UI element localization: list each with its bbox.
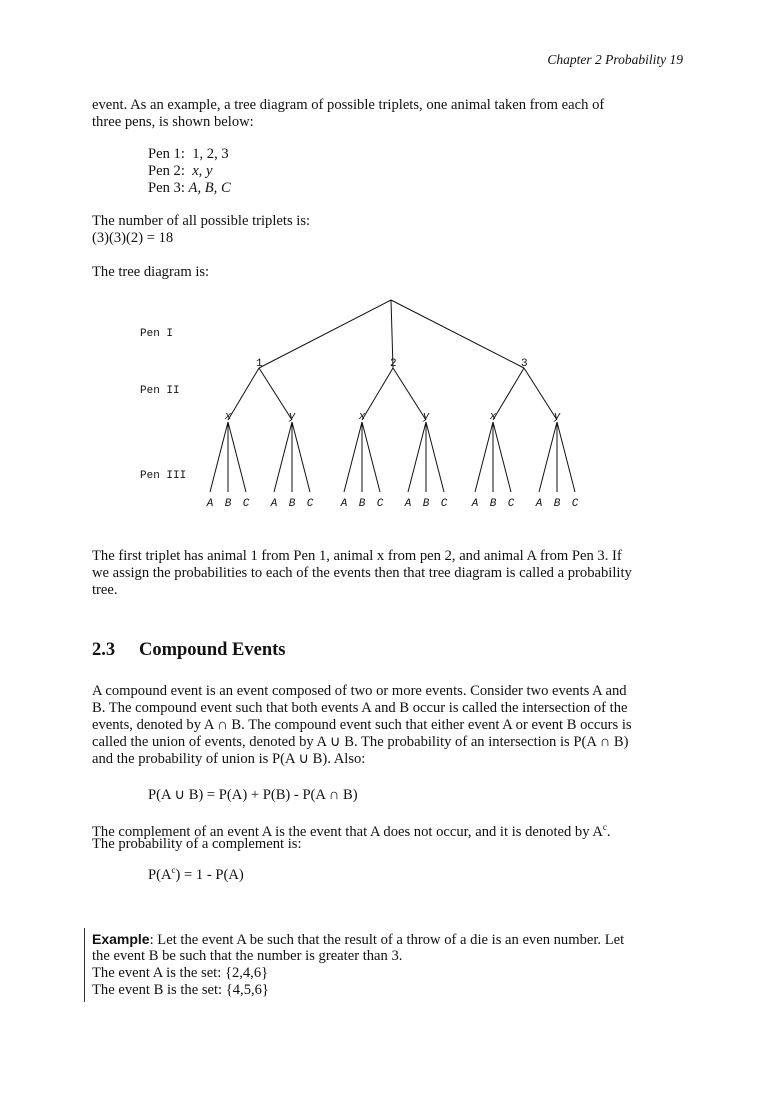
- example-line-3: The event A is the set: {2,4,6}: [92, 965, 269, 981]
- tree-node-label: y: [288, 411, 296, 423]
- tree-branch: [274, 422, 292, 492]
- section-title: Compound Events: [139, 640, 286, 660]
- tree-branch: [259, 300, 391, 368]
- tree-branch: [408, 422, 426, 492]
- complement-superscript: c: [602, 822, 607, 832]
- tree-node-label: 2: [390, 358, 397, 370]
- compound-line-4: called the union of events, denoted by A ∪ B. The probability of an intersection is P(A ∩ B): [92, 734, 629, 750]
- complement-formula-suffix: ) = 1 - P(A): [175, 866, 244, 883]
- running-head: Chapter 2 Probability 19: [547, 52, 683, 67]
- count-text: The number of all possible triplets is:: [92, 213, 311, 229]
- tree-branch: [493, 422, 511, 492]
- tree-leaf-label: B: [422, 498, 430, 510]
- complement-line-2: The probability of a complement is:: [92, 836, 302, 852]
- tree-leaf-label: A: [404, 498, 412, 510]
- pen-1-label: Pen 1:: [148, 146, 185, 162]
- complement-formula-prefix: P(A: [148, 866, 172, 883]
- tree-leaf-label: C: [242, 498, 250, 510]
- union-formula: P(A ∪ B) = P(A) + P(B) - P(A ∩ B): [148, 787, 358, 803]
- pen-3-label: Pen 3:: [148, 180, 185, 196]
- pen-3-values: A, B, C: [188, 180, 231, 196]
- pen-2-values: x, y: [192, 163, 213, 179]
- tree-leaf-label: A: [206, 498, 214, 510]
- tree-node-label: y: [553, 411, 561, 423]
- tree-leaf-label: C: [440, 498, 448, 510]
- example-line-2: the event B be such that the number is greater than 3.: [92, 948, 403, 964]
- tree-leaf-label: A: [270, 498, 278, 510]
- compound-line-5: and the probability of union is P(A ∪ B). Also:: [92, 751, 366, 767]
- tree-leaf-label: C: [571, 498, 579, 510]
- tree-branch: [362, 368, 393, 420]
- after-tree-line-3: tree.: [92, 582, 118, 598]
- pen-2-label: Pen 2:: [148, 163, 185, 179]
- tree-branch: [344, 422, 362, 492]
- tree-branch: [426, 422, 444, 492]
- pen-1-values: 1, 2, 3: [192, 146, 229, 162]
- tree-branch: [228, 368, 259, 420]
- pen-1-line: [148, 146, 229, 163]
- tree-node-label: x: [224, 411, 232, 423]
- complement-formula-superscript: c: [171, 865, 176, 875]
- tree-branch: [362, 422, 380, 492]
- tree-node-label: x: [358, 411, 366, 423]
- complement-formula: [148, 862, 244, 884]
- tree-node-label: 3: [521, 358, 528, 370]
- example-line-1-text: : Let the event A be such that the result of a throw of a die is an even number. Let: [149, 932, 625, 948]
- tree-branch: [210, 422, 228, 492]
- intro-line-2: three pens, is shown below:: [92, 114, 254, 130]
- tree-level-label: Pen II: [140, 385, 180, 397]
- compound-line-2: B. The compound event such that both events A and B occur is called the intersection of the: [92, 700, 628, 716]
- tree-leaf-label: B: [224, 498, 232, 510]
- tree-leaf-label: B: [553, 498, 561, 510]
- section-number: 2.3: [92, 640, 116, 660]
- example-line-4: The event B is the set: {4,5,6}: [92, 982, 269, 998]
- tree-leaf-label: C: [306, 498, 314, 510]
- tree-branch: [524, 368, 557, 420]
- tree-branch: [259, 368, 292, 420]
- tree-branch: [557, 422, 575, 492]
- tree-branch: [539, 422, 557, 492]
- tree-leaf-label: A: [535, 498, 543, 510]
- tree-leaf-label: A: [471, 498, 479, 510]
- tree-node-label: y: [422, 411, 430, 423]
- count-formula: (3)(3)(2) = 18: [92, 230, 174, 246]
- tree-node-label: x: [489, 411, 497, 423]
- tree-intro: The tree diagram is:: [92, 264, 210, 280]
- tree-branch: [493, 368, 524, 420]
- tree-leaf-label: B: [358, 498, 366, 510]
- example-margin-bar: [84, 928, 85, 1002]
- tree-leaf-label: B: [489, 498, 497, 510]
- section-heading: [92, 640, 286, 661]
- tree-leaf-label: C: [376, 498, 384, 510]
- after-tree-line-2: we assign the probabilities to each of the events then that tree diagram is called a probability: [92, 565, 632, 581]
- compound-line-3: events, denoted by A ∩ B. The compound event such that either event A or event B occurs is: [92, 717, 632, 733]
- tree-diagram: [0, 290, 779, 520]
- tree-branch: [292, 422, 310, 492]
- tree-branch: [475, 422, 493, 492]
- tree-branch: [391, 300, 524, 368]
- tree-leaf-label: C: [507, 498, 515, 510]
- pen-3-line: [148, 180, 231, 197]
- tree-branch: [393, 368, 426, 420]
- example-label: Example: [92, 931, 150, 947]
- tree-leaf-label: B: [288, 498, 296, 510]
- complement-line-1: The complement of an event A is the event that A does not occur, and it is denoted by $A^c$.: [92, 822, 611, 840]
- pen-2-line: [148, 163, 212, 180]
- tree-level-label: Pen I: [140, 328, 174, 340]
- tree-branch: [228, 422, 246, 492]
- tree-leaf-label: A: [340, 498, 348, 510]
- after-tree-line-1: The first triplet has animal 1 from Pen 1, animal x from pen 2, and animal A from Pen 3. If: [92, 548, 622, 564]
- tree-node-label: 1: [256, 358, 263, 370]
- tree-level-label: Pen III: [140, 470, 187, 482]
- complement-text: The complement of an event A is the event that A does not occur, and it is denoted by A: [92, 823, 603, 840]
- intro-line-1: event. As an example, a tree diagram of possible triplets, one animal taken from each of: [92, 97, 605, 113]
- compound-line-1: A compound event is an event composed of two or more events. Consider two events A and: [92, 683, 627, 699]
- example-line-1: [92, 931, 624, 949]
